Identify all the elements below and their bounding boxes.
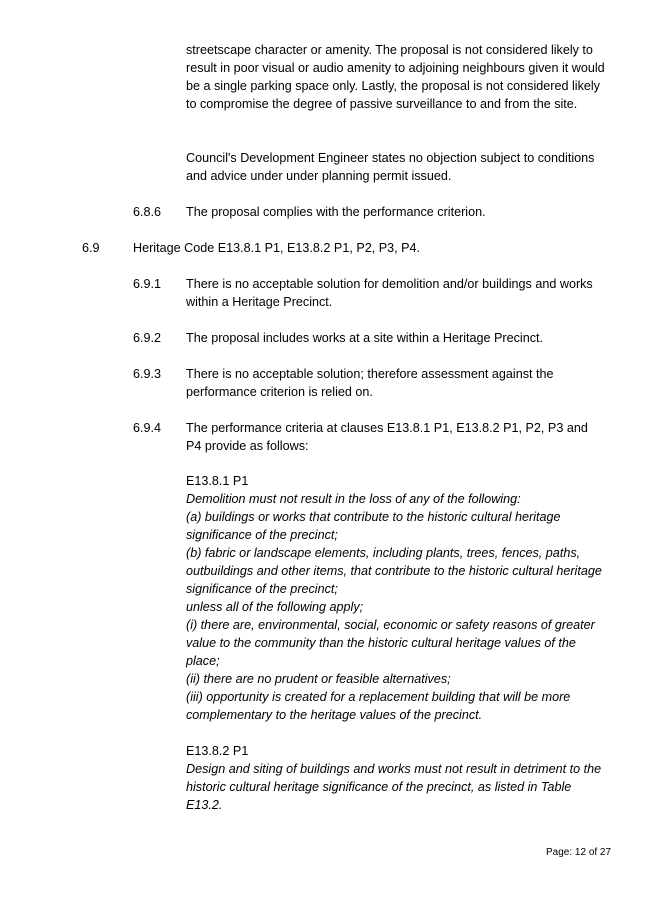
quote-line: (i) there are, environmental, social, economic or safety reasons of greater value to the community than the historic cultural heritage values of the place;	[186, 618, 595, 668]
quote-heading-e13-8-1: E13.8.1 P1	[186, 474, 249, 488]
section-number-6-8-6: 6.8.6	[133, 205, 162, 219]
quote-line: (a) buildings or works that contribute to the historic cultural heritage significance of the precinct;	[186, 510, 561, 542]
section-number-6-9-1: 6.9.1	[133, 277, 162, 291]
section-text-6-9-4: The performance criteria at clauses E13.8.1 P1, E13.8.2 P1, P2, P3 and P4 provide as follows:	[186, 421, 588, 453]
quote-e13-8-1	[186, 472, 606, 724]
section-number-6-9-4: 6.9.4	[133, 421, 162, 435]
quote-line: (iii) opportunity is created for a replacement building that will be more complementary to the heritage values of the precinct.	[186, 690, 571, 722]
section-number-6-9: 6.9	[82, 241, 100, 255]
continuation-paragraph-1: streetscape character or amenity. The proposal is not considered likely to result in poor visual or audio amenity to adjoining neighbours given it would be a single parking space only. Lastly, the proposal is not considered likely to compromise the degree of passive surveillance to and from the site.	[186, 43, 605, 111]
continuation-paragraph-2: Council's Development Engineer states no objection subject to conditions and advice under under planning permit issued.	[186, 151, 595, 183]
quote-line: (b) fabric or landscape elements, including plants, trees, fences, paths, outbuildings and other items, that contribute to the historic cultural heritage significance of the precinct;	[186, 546, 602, 596]
section-text-6-9-3: There is no acceptable solution; therefore assessment against the performance criterion is relied on.	[186, 367, 554, 399]
quote-line: unless all of the following apply;	[186, 600, 364, 614]
section-text-6-9-1: There is no acceptable solution for demolition and/or buildings and works within a Heritage Precinct.	[186, 277, 593, 309]
page-number: Page: 12 of 27	[546, 847, 612, 858]
quote-text-e13-8-2: Design and siting of buildings and works must not result in detriment to the historic cultural heritage significance of the precinct, as listed in Table E13.2.	[186, 762, 602, 812]
section-number-6-9-2: 6.9.2	[133, 331, 162, 345]
quote-line: Demolition must not result in the loss of any of the following:	[186, 492, 521, 506]
quote-e13-8-2	[186, 742, 606, 814]
section-text-6-8-6: The proposal complies with the performance criterion.	[186, 205, 486, 219]
section-number-6-9-3: 6.9.3	[133, 367, 162, 381]
section-text-6-9-2: The proposal includes works at a site within a Heritage Precinct.	[186, 331, 543, 345]
quote-line: (ii) there are no prudent or feasible alternatives;	[186, 672, 451, 686]
section-heading-6-9: Heritage Code E13.8.1 P1, E13.8.2 P1, P2, P3, P4.	[133, 241, 421, 255]
quote-heading-e13-8-2: E13.8.2 P1	[186, 744, 249, 758]
